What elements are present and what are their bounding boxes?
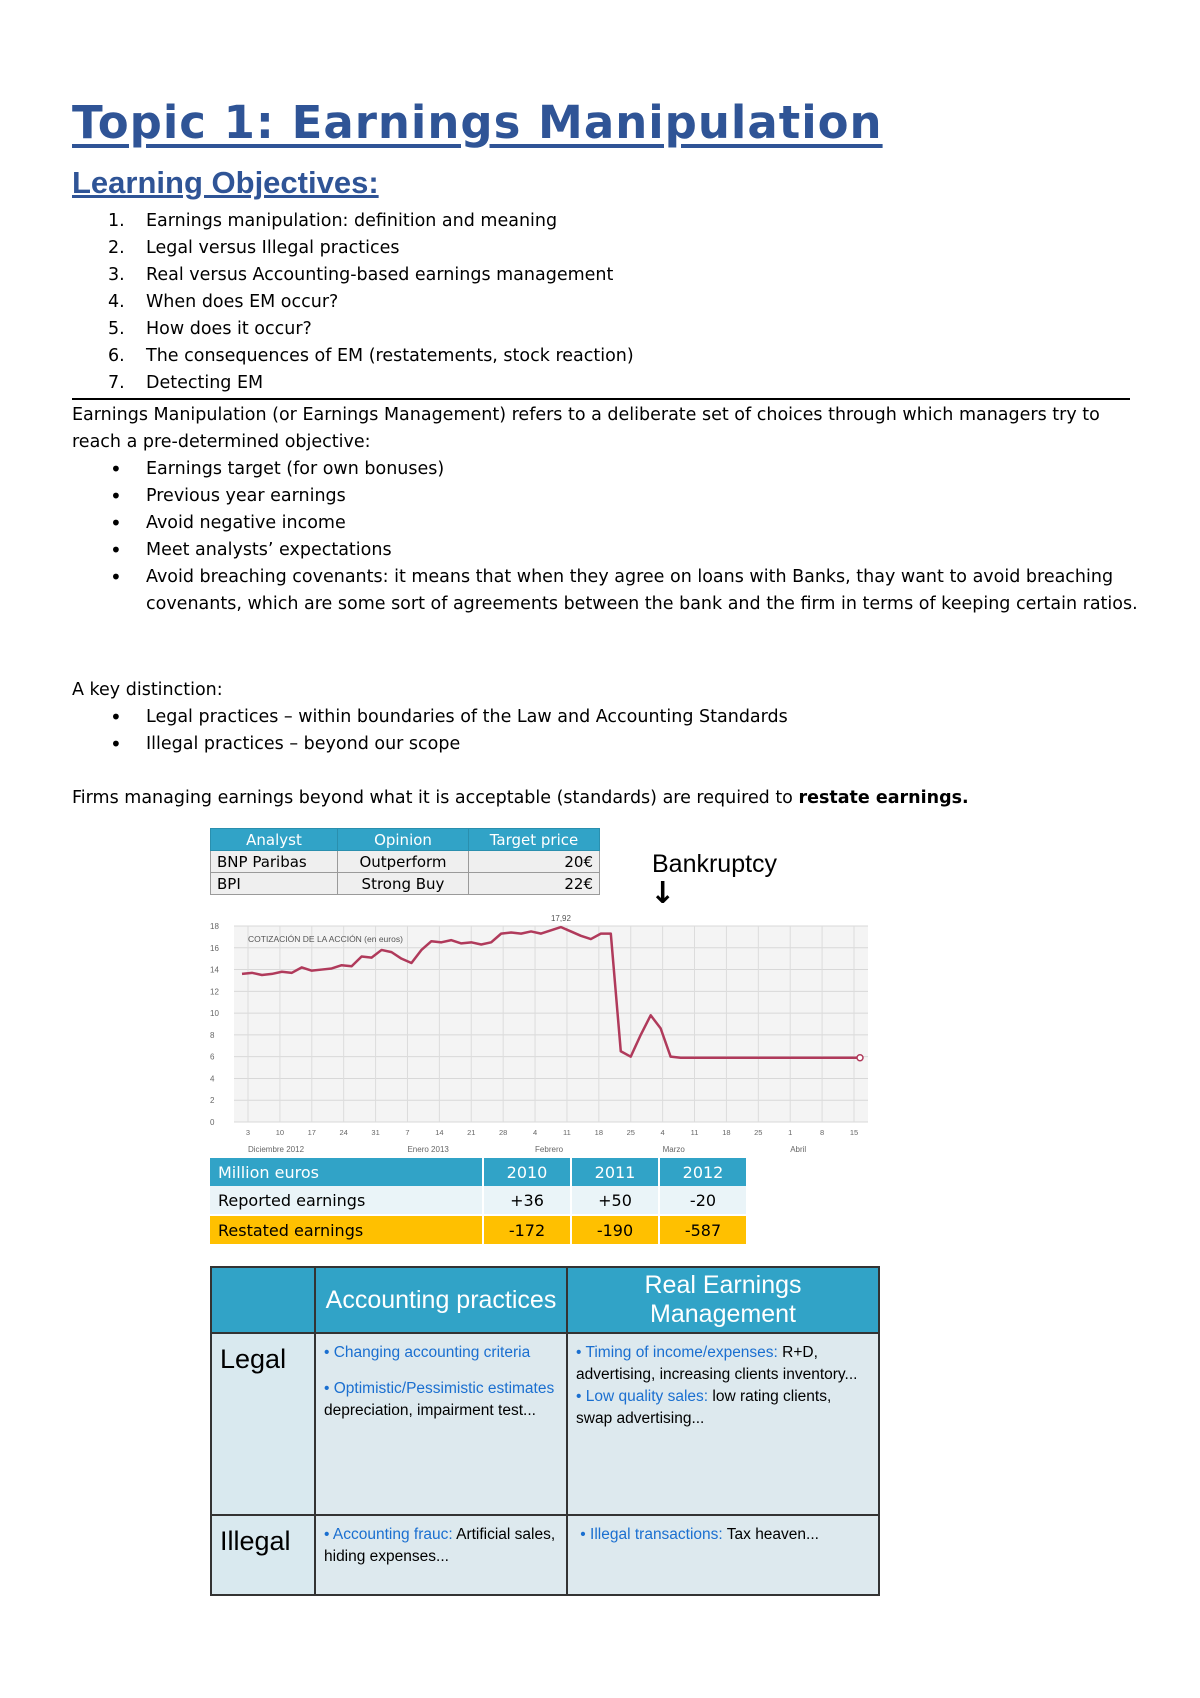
y-tick-label: 14 — [210, 965, 219, 975]
y-tick-label: 0 — [210, 1118, 215, 1127]
table-header: Opinion — [338, 829, 469, 851]
bullet-icon: • — [110, 511, 122, 535]
list-item: • Illegal practices – beyond our scope — [110, 732, 461, 756]
earnings-table — [210, 1158, 746, 1244]
x-tick-label: 17 — [307, 1128, 316, 1137]
bullet-icon: • — [110, 484, 122, 508]
bullet-icon: • — [110, 565, 122, 589]
list-item: • Avoid breaching covenants: it means that when they agree on loans with Banks, thay want to avoid breaching covenants, which are some sort of agreements between the bank and the firm in terms of keeping certain ratios. — [110, 565, 1138, 614]
y-tick-label: 16 — [210, 943, 219, 953]
list-item: 1. Earnings manipulation: definition and meaning — [108, 211, 558, 231]
bullet-icon: • — [110, 732, 122, 756]
matrix-corner — [211, 1267, 315, 1333]
month-label: Febrero — [535, 1145, 564, 1154]
month-label: Abril — [790, 1145, 807, 1154]
table-cell: -190 — [571, 1215, 659, 1244]
page-title: Topic 1: Earnings Manipulation — [72, 96, 883, 149]
month-label: Enero 2013 — [407, 1145, 449, 1154]
x-tick-label: 21 — [467, 1128, 476, 1137]
x-tick-label: 28 — [498, 1128, 508, 1137]
list-item: 4. When does EM occur? — [108, 292, 339, 312]
x-tick-label: 8 — [820, 1128, 825, 1137]
month-label: Marzo — [662, 1145, 685, 1154]
table-cell: -20 — [659, 1186, 746, 1215]
x-tick-label: 4 — [532, 1128, 538, 1137]
restate-bold: restate earnings. — [798, 788, 969, 808]
objectives-list — [72, 208, 634, 397]
x-tick-label: 15 — [849, 1128, 859, 1137]
table-cell: BNP Paribas — [211, 851, 338, 873]
x-tick-label: 11 — [690, 1128, 699, 1137]
row-label-illegal: Illegal — [211, 1515, 315, 1595]
list-item: • Meet analysts’ expectations — [110, 538, 392, 562]
list-item: 7. Detecting EM — [108, 373, 264, 393]
illegal-real-cell: • Illegal transactions: Tax heaven... — [567, 1515, 879, 1595]
peak-label: 17,92 — [550, 914, 571, 924]
table-cell: 22€ — [469, 873, 600, 895]
objectives-heading: Learning Objectives: — [72, 165, 379, 200]
table-row — [211, 1333, 879, 1515]
list-item: • Previous year earnings — [110, 484, 346, 508]
table-cell: +50 — [571, 1186, 659, 1215]
arrow-down-icon: ↓ — [650, 876, 676, 911]
x-tick-label: 7 — [405, 1128, 410, 1137]
list-item: 3. Real versus Accounting-based earnings management — [108, 265, 614, 285]
legal-accounting-cell: • Changing accounting criteria • Optimistic/Pessimistic estimates depreciation, impairment test... — [315, 1333, 567, 1515]
end-point — [857, 1055, 863, 1061]
x-tick-label: 1 — [788, 1128, 793, 1137]
y-tick-label: 10 — [210, 1009, 219, 1019]
bullet-icon: • — [110, 705, 122, 729]
list-item: • Avoid negative income — [110, 511, 346, 535]
table-header: 2011 — [571, 1158, 659, 1186]
legal-real-cell: • Timing of income/expenses: R+D, advertising, increasing clients inventory... • Low quality sales: low rating clients, swap advertising... — [567, 1333, 879, 1515]
y-tick-label: 8 — [210, 1030, 215, 1040]
definition-paragraph — [72, 402, 1142, 618]
x-tick-label: 11 — [563, 1128, 571, 1137]
table-cell: -587 — [659, 1215, 746, 1244]
table-row — [211, 851, 600, 873]
list-item: 6. The consequences of EM (restatements, stock reaction) — [108, 346, 634, 366]
table-cell: Restated earnings — [210, 1215, 483, 1244]
table-cell: Strong Buy — [338, 873, 469, 895]
table-header: 2010 — [483, 1158, 571, 1186]
horizontal-rule — [72, 398, 1130, 400]
list-item: • Earnings target (for own bonuses) — [110, 457, 445, 481]
x-tick-label: 31 — [371, 1128, 380, 1137]
table-header: Real Earnings Management — [567, 1267, 879, 1333]
row-label-legal: Legal — [211, 1333, 315, 1515]
y-tick-label: 18 — [210, 922, 219, 931]
table-header: Analyst — [211, 829, 338, 851]
bankruptcy-label: Bankruptcy — [652, 850, 778, 878]
table-header: Target price — [469, 829, 600, 851]
x-tick-label: 14 — [435, 1128, 444, 1137]
list-item: 5. How does it occur? — [108, 319, 312, 339]
chart-title: COTIZACIÓN DE LA ACCIÓN (en euros) — [248, 934, 403, 944]
definition-text: Earnings Manipulation (or Earnings Management) refers to a deliberate set of choices through which managers try to reach a pre-determined objective: — [72, 405, 1100, 452]
plot-area — [234, 926, 868, 1122]
list-item: 2. Legal versus Illegal practices — [108, 238, 400, 258]
y-tick-label: 4 — [210, 1074, 215, 1084]
table-cell: +36 — [483, 1186, 571, 1215]
restate-paragraph: Firms managing earnings beyond what it is acceptable (standards) are required to restate earnings. — [72, 788, 969, 808]
table-header: Million euros — [210, 1158, 483, 1186]
distinction-bullets — [72, 704, 1142, 758]
distinction-paragraph — [72, 677, 1142, 758]
table-cell: 20€ — [469, 851, 600, 873]
y-tick-label: 12 — [210, 987, 219, 997]
list-item: • Legal practices – within boundaries of the Law and Accounting Standards — [110, 705, 788, 729]
table-cell: Reported earnings — [210, 1186, 483, 1215]
bullet-icon: • — [110, 457, 122, 481]
table-row — [210, 1215, 746, 1244]
x-tick-label: 4 — [660, 1128, 665, 1137]
distinction-text: A key distinction: — [72, 680, 223, 700]
table-row — [210, 1186, 746, 1215]
table-cell: Outperform — [338, 851, 469, 873]
table-cell: -172 — [483, 1215, 571, 1244]
x-tick-label: 18 — [594, 1128, 604, 1137]
stock-price-chart — [200, 906, 880, 1158]
table-row — [211, 873, 600, 895]
x-tick-label: 25 — [626, 1128, 635, 1137]
table-row — [211, 1515, 879, 1595]
table-cell: BPI — [211, 873, 338, 895]
em-matrix-table — [210, 1266, 880, 1596]
x-tick-label: 10 — [275, 1128, 285, 1137]
x-tick-label: 25 — [754, 1128, 763, 1137]
y-tick-label: 6 — [210, 1052, 215, 1062]
analyst-table — [210, 828, 600, 895]
x-tick-label: 3 — [245, 1128, 251, 1137]
table-header: Accounting practices — [315, 1267, 567, 1333]
bullet-icon: • — [110, 538, 122, 562]
illegal-accounting-cell: • Accounting frauc: Artificial sales, hiding expenses... — [315, 1515, 567, 1595]
table-header: 2012 — [659, 1158, 746, 1186]
x-tick-label: 18 — [722, 1128, 731, 1137]
x-tick-label: 24 — [339, 1128, 348, 1137]
objective-bullets — [72, 456, 1142, 618]
y-tick-label: 2 — [210, 1096, 215, 1106]
month-label: Diciembre 2012 — [248, 1145, 305, 1154]
